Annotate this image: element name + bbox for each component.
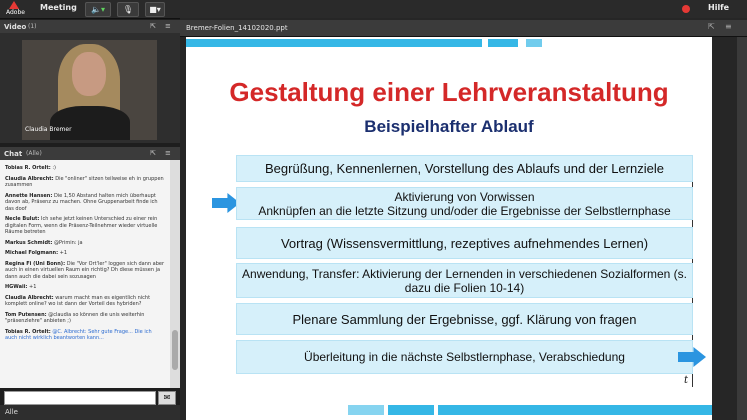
chat-scope: (Alle) [26,150,42,157]
step-4: Anwendung, Transfer: Aktivierung der Lernenden in verschiedenen Sozialformen (s. dazu die Folien 10-14) [236,263,693,298]
slide-subtitle: Beispielhafter Ablauf [364,117,534,136]
chat-message: Markus Schmidt: @Primin: ja [5,239,83,246]
step-2: Aktivierung von Vorwissen Anknüpfen an die letzte Sitzung und/oder die Ergebnisse der Selbstlernphase [236,187,693,220]
fullscreen-icon[interactable]: ⇱ [150,149,156,157]
chat-pod-header [0,147,180,161]
decor-band [348,405,384,415]
video-pod-header [0,20,180,34]
chat-message: Michael Folgmann: +1 [5,250,68,256]
chat-message: Necle Bulut: Ich sehe jetzt keinen Unterschied zu einer rein digitalen Form, wenn die Präsenz-Teilnehmer wieder virtuelle Räume betreten [5,216,158,235]
decor-band [388,405,434,415]
chat-message: Regina Fi (Uni Bonn): Die "Vor Ort'ler" loggen sich dann aber auch in einen virtuellen Raum ein richtig? Dh diese müssen ja dann auch die dabei sein sozusagen [5,260,165,280]
chat-recipient[interactable]: Alle [5,408,18,416]
chat-message: Claudia Albrecht: Die "onliner" sitzen teilweise eh in gruppen zusammen [5,175,164,188]
step-5: Plenare Sammlung der Ergebnisse, ggf. Klärung von fragen [236,303,693,335]
presentation-slide [186,37,712,420]
menu-meeting[interactable]: Meeting [40,3,77,12]
chat-messages [0,160,170,388]
slide-title: Gestaltung einer Lehrveranstaltung [229,77,669,107]
slide-scrollbar[interactable] [737,37,747,420]
decor-band [488,39,518,47]
time-axis-label: t [684,375,689,386]
chat-pod-title: Chat [4,150,23,158]
send-icon[interactable]: ✉ [158,391,176,405]
step-3: Vortrag (Wissensvermittlung, rezeptives aufnehmendes Lernen) [236,227,693,259]
microphone-icon[interactable]: 🎙 [117,2,139,17]
record-indicator-icon[interactable] [682,5,690,13]
fullscreen-icon[interactable]: ⇱ [708,22,715,31]
speaker-icon[interactable]: 🔈▾ [85,2,111,17]
step-6: Überleitung in die nächste Selbstlernphase, Verabschiedung [236,340,693,374]
pod-menu-icon[interactable]: ≡ [725,22,732,31]
pod-menu-icon[interactable]: ≡ [165,149,171,157]
presenter-video [22,40,157,140]
chat-scroll-thumb[interactable] [172,330,178,370]
decor-band [526,39,542,47]
video-pod-count: (1) [28,23,37,30]
step-1: Begrüßung, Kennenlernen, Vorstellung des Ablaufs und der Lernziele [236,155,693,182]
chat-scrollbar[interactable] [170,160,180,388]
chat-message: HGWaii: +1 [5,284,37,290]
chat-message: Tom Putensen: @claudia so können die unis weiterhin "präsenzlehre" anbieten ;) [5,311,145,324]
presenter-name: Claudia Bremer [25,126,72,133]
pod-menu-icon[interactable]: ≡ [165,22,171,30]
chat-message: Annette Hansen: Die 1,50 Abstand halten mich überhaupt davon ab, Präsenz zu machen. Ohne Gruppenarbeit finde ich das doof [5,192,158,212]
top-menu-bar [0,0,747,19]
video-pod-title: Video [4,23,27,31]
chat-message: Tobias R. Ortelt: :) [5,165,56,171]
chat-input[interactable] [4,391,156,405]
decor-band [438,405,712,415]
chat-recipient-bar[interactable] [0,405,180,420]
adobe-logo-icon: Adobe [6,1,22,16]
document-filename: Bremer-Folien_14102020.ppt [186,24,288,32]
decor-band [186,39,482,47]
menu-help[interactable]: Hilfe [708,3,730,12]
share-pod-header [180,20,747,37]
webcam-icon[interactable]: ■▾ [145,2,165,17]
chat-message: Claudia Albrecht: warum macht man es eigentlich nicht komplett online? wo ist dann der Vorteil des hybriden? [5,294,151,307]
fullscreen-icon[interactable]: ⇱ [150,22,156,30]
chat-message: Tobias R. Ortelt: @C. Albrecht: Sehr gute Frage... Die ich auch nicht wirklich beantworten kann... [5,328,152,341]
